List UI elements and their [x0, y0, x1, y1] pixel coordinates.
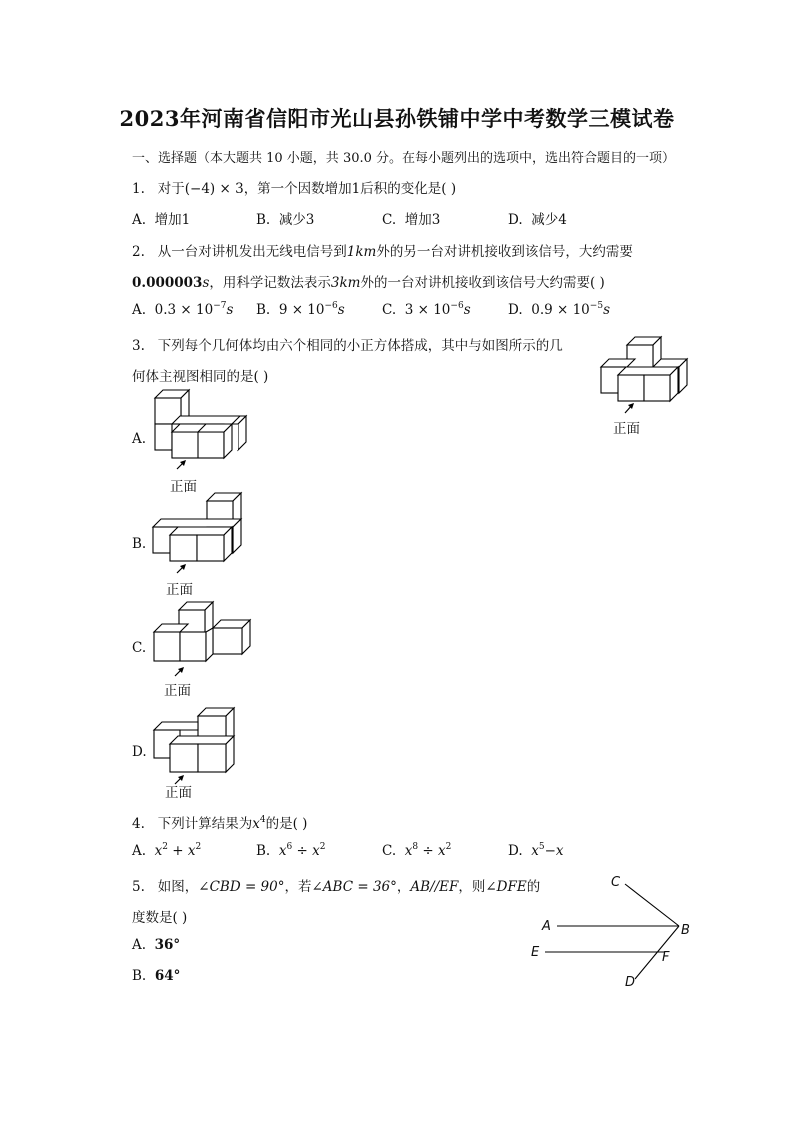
q3-option-a[interactable]: A.: [132, 431, 147, 447]
page-title: 2023年河南省信阳市光山县孙铁铺中学中考数学三模试卷: [119, 106, 675, 131]
question-text: ，第一个因数增加1后积的变化是( ): [243, 181, 457, 197]
q2-option-c[interactable]: C. $3 \times 10^{-6}s$: [382, 301, 471, 318]
question-number: 5.: [132, 879, 145, 895]
question-number: 4.: [132, 816, 145, 832]
q3-option-d-figure: [150, 702, 250, 792]
question-5-line-2: 度数是( ): [132, 910, 188, 926]
q5-option-a[interactable]: A. 36°: [132, 937, 181, 953]
q5-option-b[interactable]: B. 64°: [132, 968, 181, 984]
label-b: B: [681, 923, 690, 938]
front-label: 正面: [613, 421, 640, 437]
q2-option-d[interactable]: D. $0.9 \times 10^{-5}s$: [508, 301, 610, 318]
question-number: 1.: [132, 181, 145, 197]
label-e: E: [531, 945, 540, 960]
label-a: A: [542, 919, 551, 934]
option-c-front-label: 正面: [164, 683, 191, 699]
q3-option-b[interactable]: B.: [132, 536, 147, 552]
q3-option-a-figure: [150, 388, 250, 476]
option-d-front-label: 正面: [165, 785, 192, 801]
q3-option-c[interactable]: C.: [132, 640, 147, 656]
q3-option-d[interactable]: D.: [132, 744, 147, 760]
option-a-front-label: 正面: [170, 479, 197, 495]
question-3-line-2: 何体主视图相同的是( ): [132, 369, 269, 385]
question-2: 2. 从一台对讲机发出无线电信号到1km外的另一台对讲机接收到该信号，大约需要: [132, 244, 633, 260]
q1-option-d[interactable]: D. 减少4: [508, 212, 567, 228]
label-d: D: [625, 975, 636, 990]
question-5: 5. 如图，∠CBD = 90°，若∠ABC = 36°，AB//EF，则∠DFE的: [132, 879, 541, 895]
line-cb: [625, 884, 679, 926]
q4-option-a[interactable]: A. $x^2 + x^2$: [132, 842, 202, 859]
section-header: 一、选择题（本大题共 10 小题，共 30.0 分。在每小题列出的选项中，选出符合题目的一项）: [132, 151, 676, 166]
q1-option-b[interactable]: B. 减少3: [256, 212, 315, 228]
q4-option-b[interactable]: B. $x^6 \div x^2$: [256, 842, 326, 859]
q3-option-b-figure: [150, 490, 250, 580]
q2-option-a[interactable]: A. $0.3 \times 10^{-7}s$: [132, 301, 234, 318]
question-number: 2.: [132, 244, 145, 260]
q1-option-a[interactable]: A. 增加1: [132, 212, 191, 228]
question-2-line-2: 0.000003s，用科学记数法表示3km外的一台对讲机接收到该信号大约需要( ): [132, 275, 605, 291]
option-b-front-label: 正面: [166, 582, 193, 598]
q3-reference-figure: [596, 333, 696, 433]
q1-option-c[interactable]: C. 增加3: [382, 212, 441, 228]
q3-option-c-figure: [150, 598, 260, 683]
question-3: 3. 下列每个几何体均由六个相同的小正方体搭成，其中与如图所示的几: [132, 338, 563, 354]
math-expression: (−4) × 3: [184, 181, 244, 197]
q2-option-b[interactable]: B. $9 \times 10^{-6}s$: [256, 301, 345, 318]
question-number: 3.: [132, 338, 145, 354]
question-4: 4. 下列计算结果为$x^4$的是( ): [132, 815, 308, 832]
question-text: 对于: [157, 181, 185, 197]
q4-option-d[interactable]: D. $x^5-x$: [508, 842, 564, 859]
q4-option-c[interactable]: C. $x^8 \div x^2$: [382, 842, 452, 859]
label-c: C: [611, 875, 621, 890]
label-f: F: [662, 950, 670, 965]
question-1: [132, 177, 456, 197]
q5-geometry-figure: [525, 870, 705, 995]
